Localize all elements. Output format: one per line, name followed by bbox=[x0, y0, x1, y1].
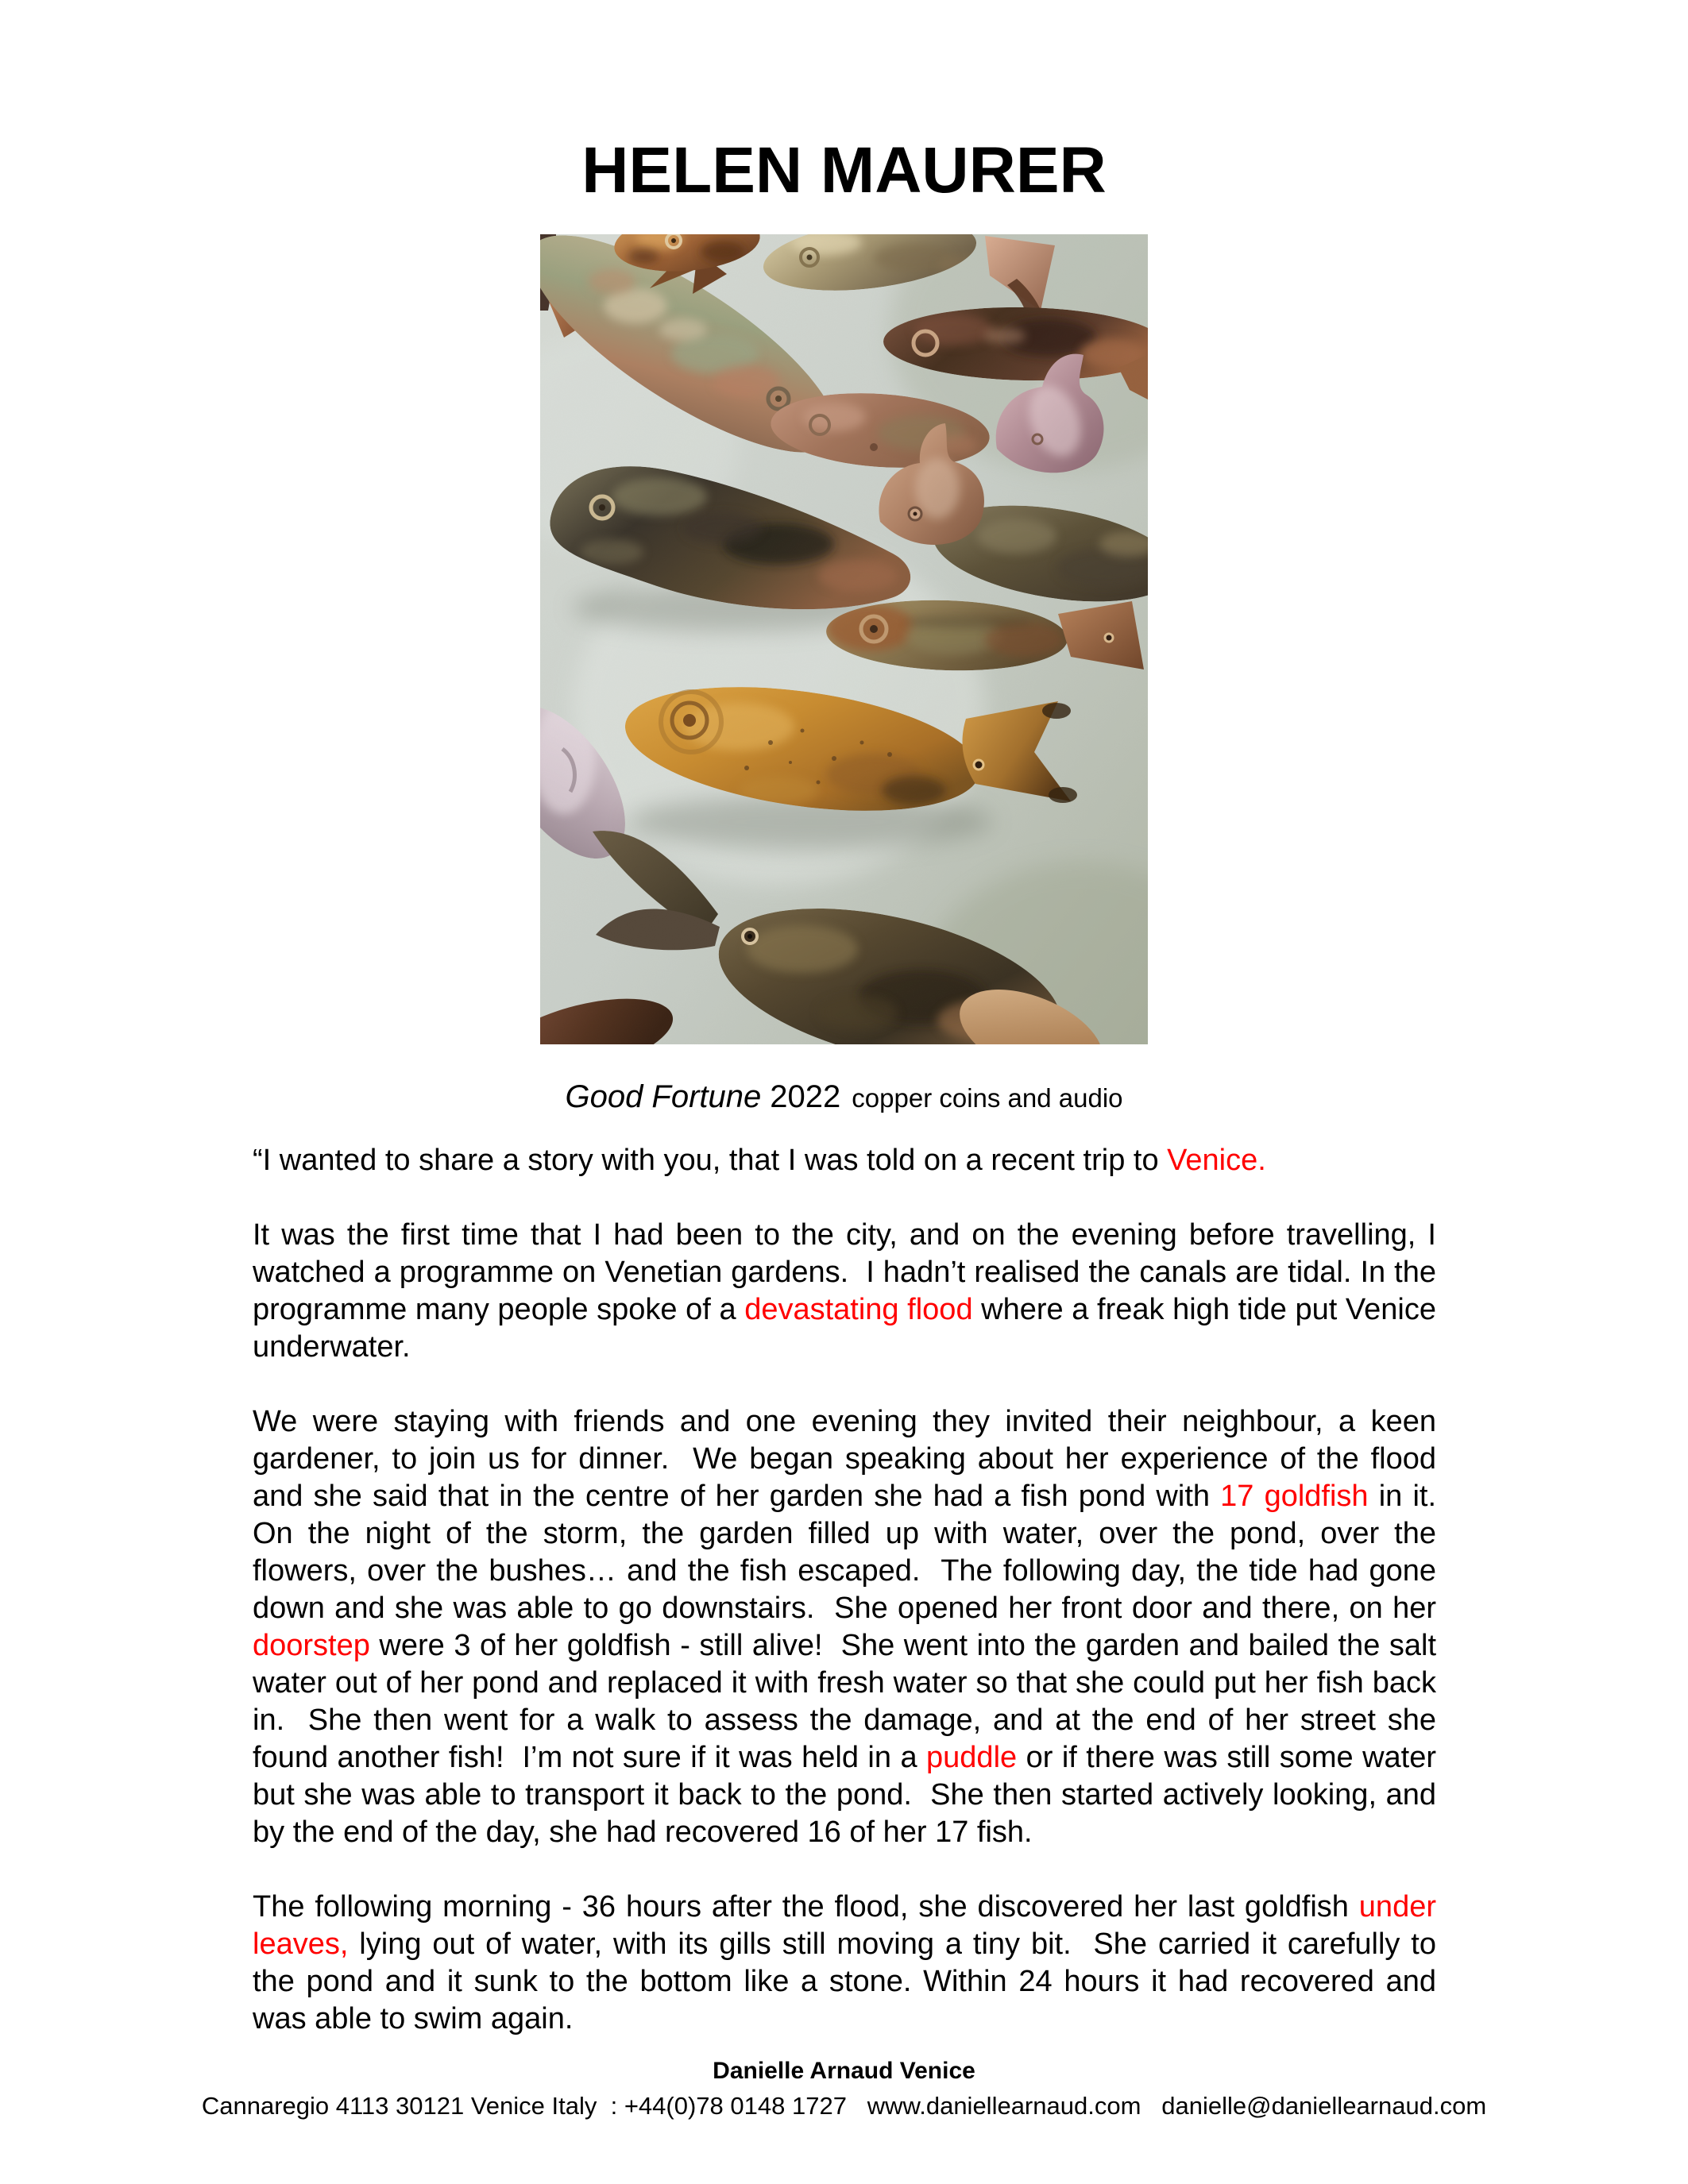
artwork-caption bbox=[0, 1075, 1688, 1120]
highlighted-phrase: 17 goldfish bbox=[1220, 1480, 1369, 1513]
story-text-segment: It was the first time that I had been to the city, and on the evening before travelling, I watched a programme on Venetian gardens. I hadn’t realised the canals are tidal. In the programme many people spoke of a bbox=[253, 1218, 1445, 1326]
story-text-segment: lying out of water, with its gills still moving a tiny bit. She carried it carefully to the pond and it sunk to the bottom like a stone. Within 24 hours it had recovered and was able to swim again. bbox=[253, 1927, 1445, 2035]
photo-grain bbox=[540, 234, 1148, 1044]
highlighted-phrase: under leaves, bbox=[253, 1890, 1445, 1961]
footer-contact: Cannaregio 4113 30121 Venice Italy : +44(0)78 0148 1727 www.daniellearnaud.com danielle@daniellearnaud.com bbox=[201, 2092, 1487, 2120]
story-paragraph bbox=[253, 1403, 1454, 1851]
story-text-segment: “I wanted to share a story with you, that I was told on a recent trip to bbox=[253, 1144, 1168, 1177]
story-text-segment: where a freak high tide put Venice underwater. bbox=[253, 1293, 1445, 1364]
artwork-title: Good Fortune bbox=[565, 1079, 762, 1114]
highlighted-phrase: puddle bbox=[926, 1741, 1018, 1774]
story-text-segment: or if there was still some water but she was able to transport it back to the pond. She then started actively looking, and by the end of the day, she had recovered 16 of her 17 fish. bbox=[253, 1741, 1445, 1849]
highlighted-phrase: devastating flood bbox=[744, 1293, 973, 1326]
artwork-figure bbox=[540, 234, 1148, 1044]
footer-gallery-name: Danielle Arnaud Venice bbox=[713, 2058, 975, 2084]
highlighted-phrase: Venice. bbox=[1167, 1144, 1266, 1177]
artwork-medium: copper coins and audio bbox=[852, 1083, 1123, 1113]
story-text-segment: were 3 of her goldfish - still alive! She went into the garden and bailed the salt water out of her pond and replaced it with fresh water so that she could put her fish back in. She then went for a walk to assess the damage, and at the end of her street she found another fish! I’m not sure if it was held in a bbox=[253, 1629, 1445, 1774]
story-paragraph bbox=[253, 1217, 1445, 1366]
artwork-year: 2022 bbox=[770, 1079, 841, 1114]
story-text-segment: in it. On the night of the storm, the garden filled up with water, over the pond, over the flowers, over the bushes… and the fish escaped. The following day, the tide had gone down and she was able to go downstairs. She opened her front door and there, on her bbox=[253, 1480, 1454, 1625]
page-title: HELEN MAURER bbox=[581, 134, 1107, 206]
story-paragraph bbox=[253, 1142, 1436, 1179]
story-text bbox=[253, 1142, 1454, 2038]
page-footer bbox=[0, 2054, 1688, 2124]
story-text-segment: We were staying with friends and one evening they invited their neighbour, a keen gardener, to join us for dinner. We began speaking about her experience of the flood and she said that in the centre of her garden she had a fish pond with bbox=[253, 1405, 1445, 1513]
story-paragraph bbox=[253, 1889, 1445, 2038]
story-text-segment: The following morning - 36 hours after the flood, she discovered her last goldfish bbox=[253, 1890, 1359, 1924]
highlighted-phrase: doorstep bbox=[253, 1629, 370, 1662]
artwork-image bbox=[540, 234, 1148, 1044]
